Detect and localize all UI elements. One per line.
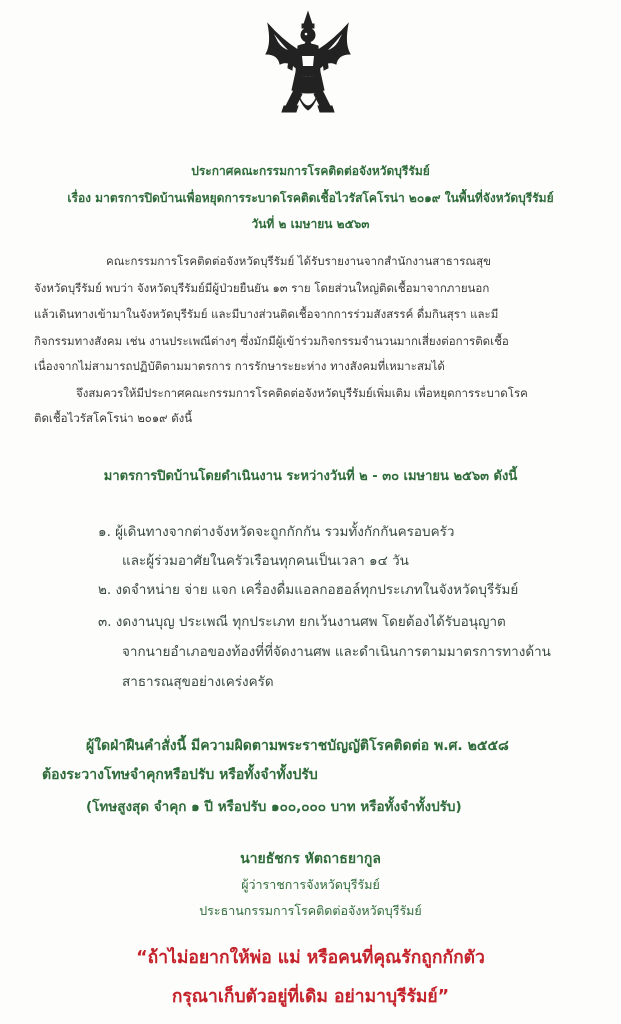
measure-item-2: ๒. งดจำหน่าย จ่าย แจก เครื่องดื่มแอลกอฮอล์ทุกประเภทในจังหวัดบุรีรัมย์ (98, 582, 519, 598)
signer-role: ประธานกรรมการโรคติดต่อจังหวัดบุรีรัมย์ (199, 903, 422, 918)
body-line: เนื่องจากไม่สามารถปฏิบัติตามมาตรการ การรักษาระยะห่าง ทางสังคมที่เหมาะสมได้ (34, 359, 445, 373)
signer-position: ผู้ว่าราชการจังหวัดบุรีรัมย์ (241, 877, 380, 892)
body-line: คณะกรรมการโรคติดต่อจังหวัดบุรีรัมย์ ได้รับรายงานจากสำนักงานสาธารณสุข (106, 254, 491, 268)
penalty-line: (โทษสูงสุด จำคุก ๑ ปี หรือปรับ ๑๐๐,๐๐๐ บาท หรือทั้งจำทั้งปรับ) (86, 799, 462, 815)
body-line: จังหวัดบุรีรัมย์ พบว่า จังหวัดบุรีรัมย์มีผู้ป่วยยืนยัน ๑๓ ราย โดยส่วนใหญ่ติดเชื้อมาจากภายนอก (34, 281, 490, 295)
appeal-line: “ถ้าไม่อยากให้พ่อ แม่ หรือคนที่คุณรักถูกกักตัว (136, 948, 485, 968)
garuda-emblem (258, 10, 358, 128)
measure-item-3-cont: จากนายอำเภอของท้องที่ที่จัดงานศพ และดำเนินการตามมาตรการทางด้าน (122, 644, 551, 660)
measure-item-3-cont: สาธารณสุขอย่างเคร่งครัด (122, 674, 274, 690)
announcement-title: ประกาศคณะกรรมการโรคติดต่อจังหวัดบุรีรัมย์ (191, 164, 430, 178)
body-line: จึงสมควรให้มีประกาศคณะกรรมการโรคติดต่อจังหวัดบุรีรัมย์เพิ่มเติม เพื่อหยุดการระบาดโรค (76, 386, 528, 400)
penalty-line: ผู้ใดฝ่าฝืนคำสั่งนี้ มีความผิดตามพระราชบัญญัติโรคติดต่อ พ.ศ. ๒๕๕๘ (86, 738, 509, 754)
measure-item-1-cont: และผู้ร่วมอาศัยในครัวเรือนทุกคนเป็นเวลา ๑๔ วัน (122, 553, 409, 569)
signer-name: นายธัชกร หัตถาธยากูล (240, 851, 381, 867)
measure-item-1: ๑. ผู้เดินทางจากต่างจังหวัดจะถูกกักกัน รวมทั้งกักกันครอบครัว (98, 524, 455, 540)
measure-item-3: ๓. งดงานบุญ ประเพณี ทุกประเภท ยกเว้นงานศพ โดยต้องได้รับอนุญาต (98, 614, 506, 630)
body-line: กิจกรรมทางสังคม เช่น งานประเพณีต่างๆ ซึ่งมักมีผู้เข้าร่วมกิจกรรมจำนวนมากเสี่ยงต่อการติดเชื้อ (34, 334, 509, 348)
measures-heading: มาตรการปิดบ้านโดยดำเนินงาน ระหว่างวันที่ ๒ - ๓๐ เมษายน ๒๕๖๓ ดังนี้ (103, 469, 518, 484)
body-line: แล้วเดินทางเข้ามาในจังหวัดบุรีรัมย์ และมีบางส่วนติดเชื้อจากการร่วมสังสรรค์ ดื่มกินสุรา และมี (34, 307, 499, 321)
body-line: ติดเชื้อไวรัสโคโรน่า ๒๐๑๙ ดังนี้ (34, 411, 193, 425)
appeal-line: กรุณาเก็บตัวอยู่ที่เดิม อย่ามาบุรีรัมย์” (171, 987, 450, 1007)
announcement-subject: เรื่อง มาตรการปิดบ้านเพื่อหยุดการระบาดโรคติดเชื้อไวรัสโคโรน่า ๒๐๑๙ ในพื้นที่จังหวัดบุรีรัมย์ (67, 191, 554, 205)
announcement-date: วันที่ ๒ เมษายน ๒๕๖๓ (251, 217, 370, 231)
penalty-line: ต้องระวางโทษจำคุกหรือปรับ หรือทั้งจำทั้งปรับ (42, 767, 318, 783)
